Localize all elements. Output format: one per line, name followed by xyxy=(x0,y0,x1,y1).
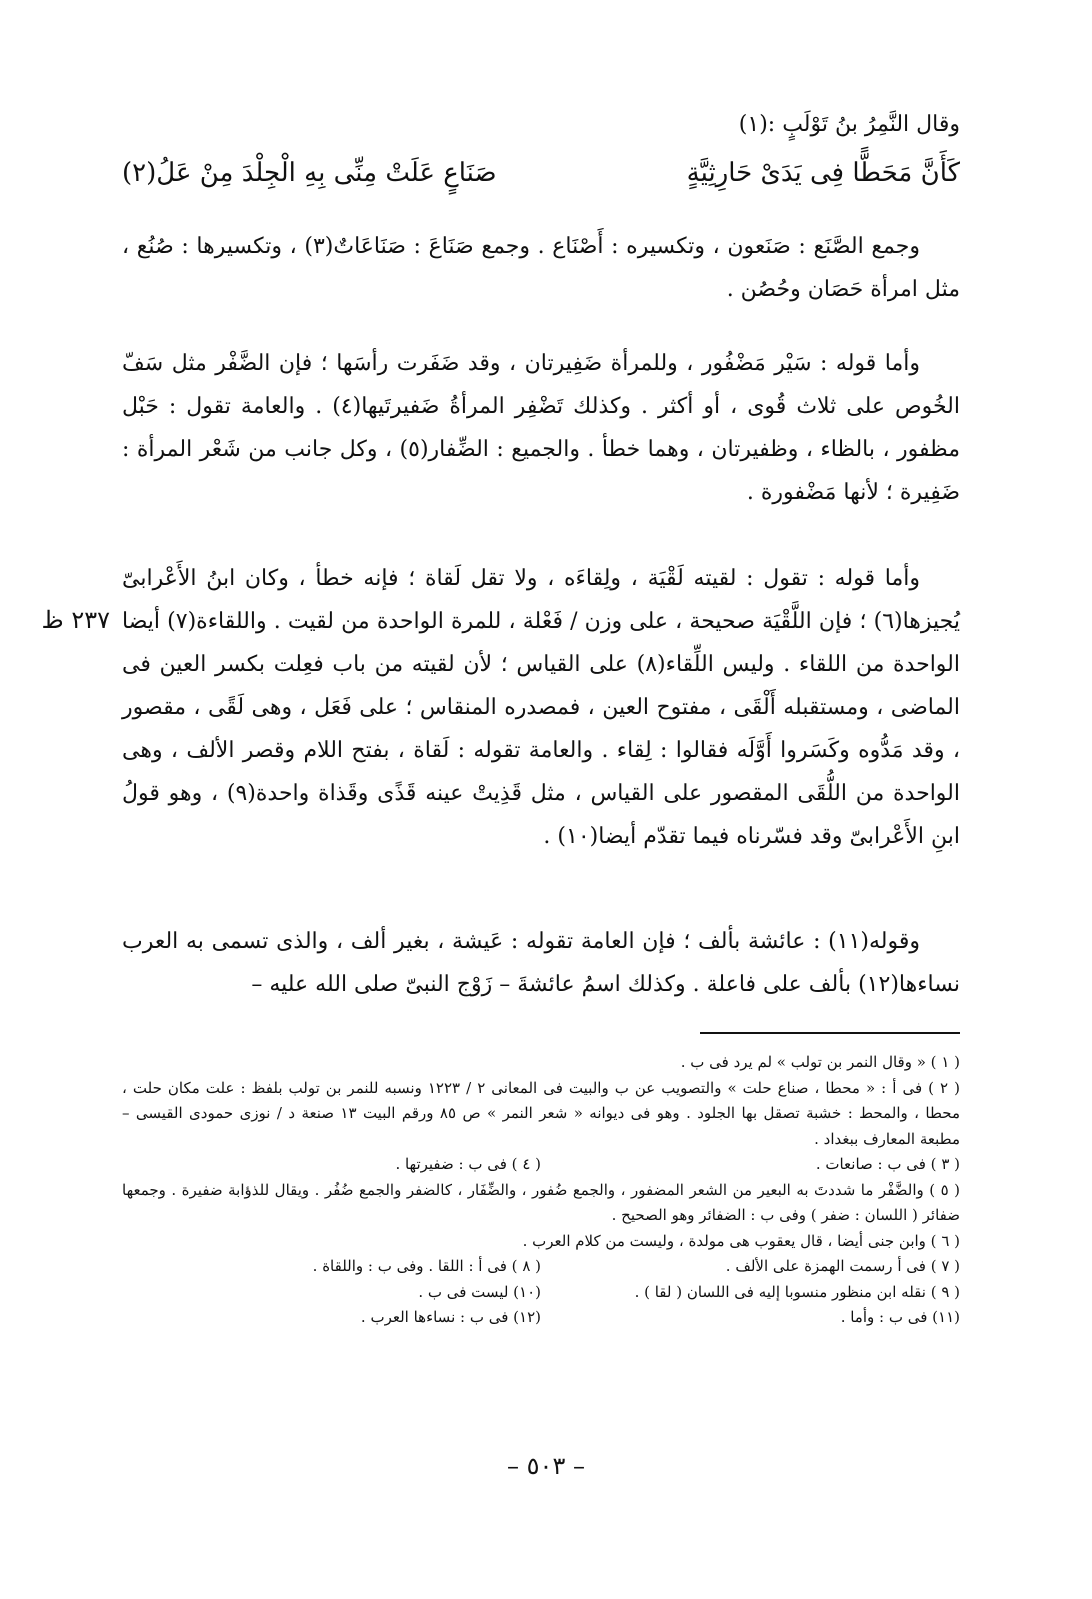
footnote-1: ( ١ ) « وقال النمر بن تولب » لم يرد فى ب . xyxy=(680,1053,960,1071)
paragraph-text: وقوله(١١) : عائشة بألف ؛ فإن العامة تقوله : عَيشة ، بغير ألف ، والذى تسمى به العرب نساءها(١٢) بألف على فاعلة . وكذلك اسمُ عائشةَ – زَوْج النبىّ صلى الله عليه – xyxy=(122,929,960,997)
footnote-10: (١٠) ليست فى ب . xyxy=(418,1282,541,1301)
paragraph-text: وأما قوله : تقول : لقيته لَقْيَة ، ولِقاءَه ، ولا تقل لَقاة ؛ فإنه خطأ ، وكان ابنُ الأَعْرابىّ يُجيزها(٦) ؛ فإن اللَّقْيَة صحيحة ، على وزن / فَعْلة ، للمرة الواحدة من لقيت . واللقاءة(٧) أيضا الواحدة من اللقاء . وليس اللِّقاء(٨) على القياس ؛ لأن لقيته من باب فعِلت بكسر العين فى الماضى ، ومستقبله أَلْقَى ، مفتوح العين ، فمصدره المنقاس ؛ على فَعَل ، وهى لَقًى ، مقصور ، وقد مَدُّوه وكَسَروا أَوَّلَه فقالوا : لِقاء . والعامة تقوله : لَقاة ، بفتح اللام وقصر الألف ، وهى الواحدة من اللُّقَى المقصور على القياس ، مثل قَذِيتْ عينه قَذًى وقَذاة واحدة(٩) ، وهو قولُ ابنِ الأَعْرابىّ وقد فسّرناه فيما تقدّم أيضا(١٠) . xyxy=(122,566,961,849)
footnote-7: ( ٧ ) فى أ رسمت الهمزة على الألف . xyxy=(725,1257,960,1275)
footnote-9: ( ٩ ) نقله ابن منظور منسوبا إليه فى اللسان ( لقا ) . xyxy=(634,1282,960,1301)
paragraph-4 xyxy=(122,920,960,1006)
page-number: – ٥٠٣ – xyxy=(507,1452,585,1480)
verse-first-hemistich: كَأَنَّ مَحَطًّا فِى يَدَىْ حَارِثِيَّةٍ xyxy=(686,158,960,188)
footnote-row xyxy=(122,1254,960,1280)
paragraph-3 xyxy=(122,557,960,858)
footnote-divider xyxy=(700,1032,960,1034)
footnote-3: ( ٣ ) فى ب : صانعات . xyxy=(815,1155,960,1173)
paragraph-text: وأما قوله : سَيْر مَضْفُور ، وللمرأة ضَفِيرتان ، وقد ضَفَرت رأسَها ؛ فإن الضَّفْر مثل سَفّ الخُوص على ثلاث قُوى ، أو أكثر . وكذلك تَضْفِر المرأةُ ضَفيرتَيها(٤) . والعامة تقول : حَبْل مظفور ، بالظاء ، وظفيرتان ، وهما خطأ . والجميع : الضِّفار(٥) ، وكل جانب من شَعْر المرأة : ضَفِيرة ؛ لأنها مَضْفورة . xyxy=(122,351,960,505)
footnote-12: (١٢) فى ب : نساءها العرب . xyxy=(360,1308,541,1326)
paragraph-text: وجمع الصَّنَع : صَنَعون ، وتكسيره : أَصْنَاع . وجمع صَنَاعَ : صَنَاعَاتٌ(٣) ، وتكسيرها : صُنُع ، مثل امرأة حَصَان وحُصُن . xyxy=(122,234,960,302)
footnote-6: ( ٦ ) وابن جنى أيضا ، قال يعقوب هى مولدة ، وليست من كلام العرب . xyxy=(522,1231,960,1250)
footnote-row xyxy=(122,1280,960,1306)
paragraph-1 xyxy=(122,225,960,311)
paragraph-2 xyxy=(122,342,960,514)
footnotes xyxy=(122,1050,960,1331)
footnote-2: ( ٢ ) فى أ : « محطا ، صناع حلت » والتصويب عن ب والبيت فى المعانى ٢ / ١٢٢٣ ونسبه للنمر بن تولب بلفظ : علت مكان حلت ، محطا ، والمحط : خشبة تصقل بها الجلود . وهو فى ديوانه « شعر النمر » ص ٨٥ ورقم البيت ١٣ صنعة د / نوزى حمودى القيسى – مطبعة المعارف ببغداد . xyxy=(122,1078,960,1148)
footnote-8: ( ٨ ) فى أ : اللقا . وفى ب : واللقاة . xyxy=(312,1257,541,1275)
intro-line: وقال النَّمِرُ بنُ تَوْلَبٍ :(١) xyxy=(738,112,960,137)
footnote-row xyxy=(122,1305,960,1331)
poem-verse xyxy=(122,150,960,196)
verse-second-hemistich: صَنَاعٍ عَلَتْ مِنِّى بِهِ الْجِلْدَ مِنْ عَلُ(٢) xyxy=(122,158,497,188)
footnote-row xyxy=(122,1152,960,1178)
manuscript-folio-marker: ٢٣٧ ظ xyxy=(41,606,110,634)
footnote-5: ( ٥ ) والضَّفْر ما شددتَ به البعير من الشعر المضفور ، والجمع ضُفور ، والضِّفَار ، كالضفر والجمع ضُفُر . ويقال للذؤابة ضفيرة . وجمعها ضفائر ( اللسان : ضفر ) وفى ب : الضفائر وهو الصحيح . xyxy=(122,1180,960,1224)
footnote-4: ( ٤ ) فى ب : ضفيرتها . xyxy=(395,1155,541,1173)
footnote-11: (١١) فى ب : وأما . xyxy=(840,1308,960,1326)
